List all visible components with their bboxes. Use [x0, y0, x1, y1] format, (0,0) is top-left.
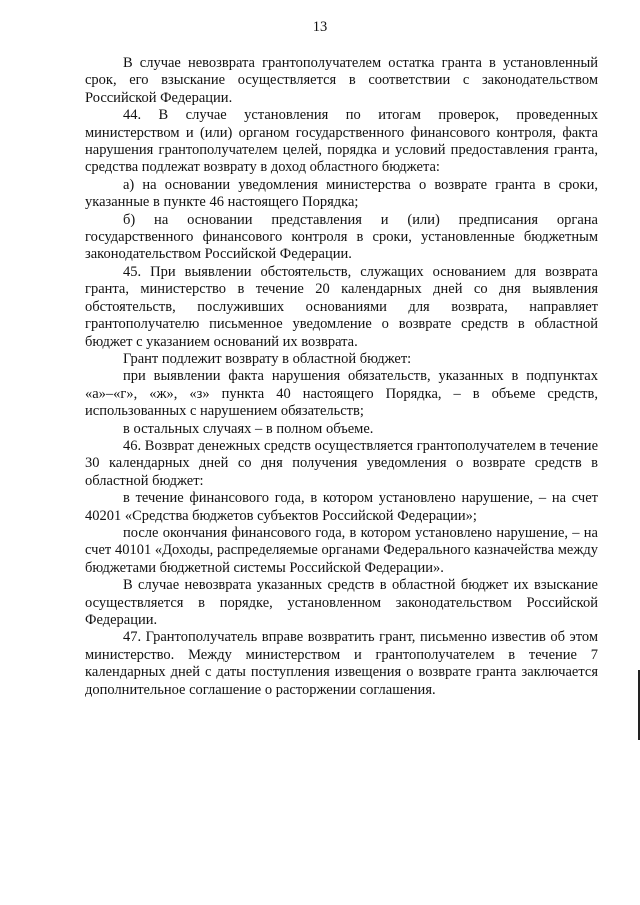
paragraph-nonreturn-balance: В случае невозврата грантополучателем остатка гранта в установленный срок, его взыскание осуществляется в соответствии с законодательством Российской Федерации.: [85, 55, 598, 106]
paragraph-46-current-year: в течение финансового года, в котором установлено нарушение, – на счет 40201 «Средства бюджетов субъектов Российской Федерации»;: [85, 490, 598, 524]
page-number: 13: [312, 19, 328, 35]
paragraph-44-b: б) на основании представления и (или) предписания органа государственного финансового контроля в сроки, установленные бюджетным законодательством Российской Федерации.: [85, 211, 598, 263]
paragraph-46-after-year: после окончания финансового года, в котором установлено нарушение, – на счет 40101 «Доходы, распределяемые органами Федерального казначейства между бюджетами бюджетной системы Российской Федерации».: [85, 524, 598, 576]
paragraph-47: 47. Грантополучатель вправе возвратить грант, письменно известив об этом министерство. Между министерством и грантополучателем в течение 7 календарных дней с даты поступления извещения о возврате гранта заключается дополнительное соглашение о расторжении соглашения.: [85, 629, 598, 698]
paragraph-nonreturn-recovery: В случае невозврата указанных средств в областной бюджет их взыскание осуществляется в порядке, установленном законодательством Российской Федерации.: [85, 577, 598, 628]
paragraph-44-a: а) на основании уведомления министерства о возврате гранта в сроки, указанные в пункте 46 настоящего Порядка;: [85, 176, 598, 211]
document-body: [85, 55, 598, 699]
paragraph-violation-return: при выявлении факта нарушения обязательств, указанных в подпунктах «а»–«г», «ж», «з» пункта 40 настоящего Порядка, – в объеме средств, использованных с нарушением обязательств;: [85, 368, 598, 420]
paragraph-45: 45. При выявлении обстоятельств, служащих основанием для возврата гранта, министерство в течение 20 календарных дней со дня выявления обстоятельств, послуживших основаниями для возврата, направляет грантополучателю письменное уведомление о возврате средств в областной бюджет с указанием оснований их возврата.: [85, 263, 598, 350]
paragraph-other-cases: в остальных случаях – в полном объеме.: [123, 420, 374, 437]
paragraph-44: 44. В случае установления по итогам проверок, проведенных министерством и (или) органом государственного финансового контроля, факта нарушения грантополучателем целей, порядка и условий предоставления гранта, средства подлежат возврату в доход областного бюджета:: [85, 107, 598, 176]
paragraph-grant-return: Грант подлежит возврату в областной бюджет:: [123, 350, 412, 367]
paragraph-46: 46. Возврат денежных средств осуществляется грантополучателем в течение 30 календарных дней со дня получения уведомления о возврате средств в областной бюджет:: [85, 437, 598, 489]
